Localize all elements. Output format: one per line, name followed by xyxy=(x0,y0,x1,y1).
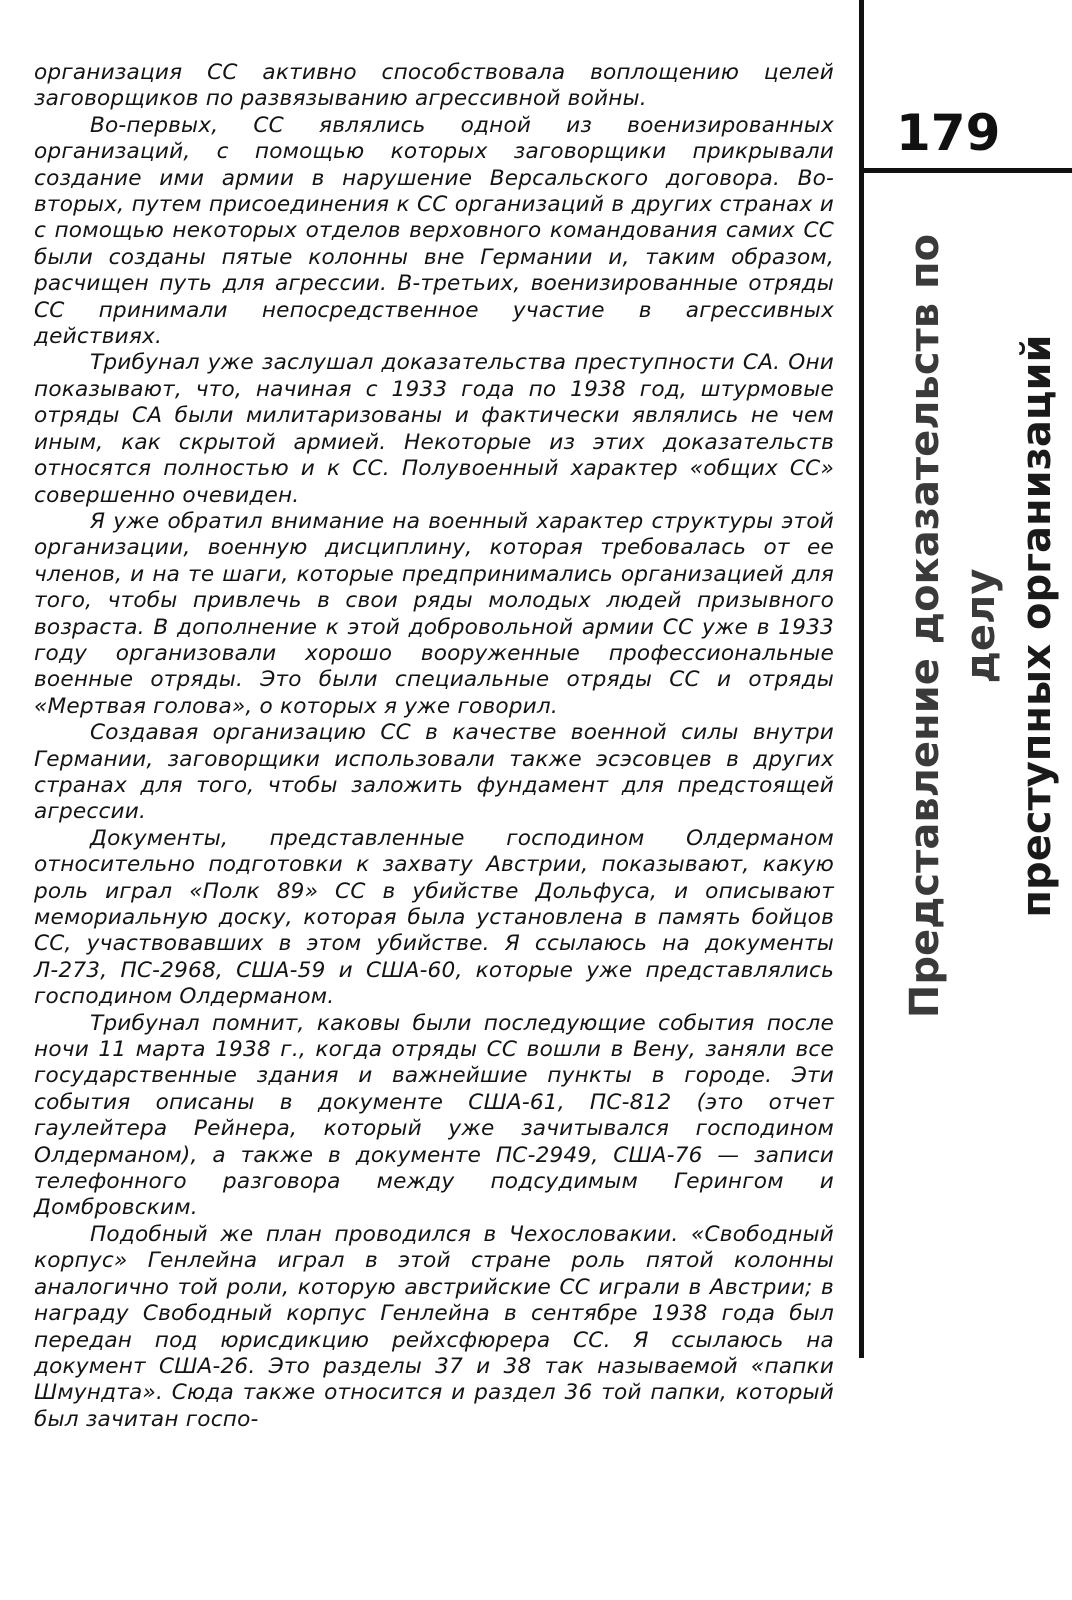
paragraph-2: Во-первых, СС являлись одной из военизированных организаций, с помощью которых заговорщики прикрывали создание ими армии в нарушение Версальского договора. Во-вторых, путем присоединения к СС организаций в других странах и с помощью некоторых отделов верховного командования самих СС были созданы пятые колонны вне Германии и, таким образом, расчищен путь для агрессии. В-третьих, военизированные отряды СС принимали непосредственное участие в агрессивных действиях. xyxy=(34,112,834,350)
paragraph-6: Документы, представленные господином Олдерманом относительно подготовки к захвату Австрии, показывают, какую роль играл «Полк 89» СС в убийстве Дольфуса, и описывают мемориальную доску, которая была установлена в память бойцов СС, участвовавших в этом убийстве. Я ссылаюсь на документы Л-273, ПС-2968, США-59 и США-60, которые уже представлялись господином Олдерманом. xyxy=(34,825,834,1010)
paragraph-4: Я уже обратил внимание на военный характер структуры этой организации, военную дисциплину, которая требовалась от ее членов, и на те шаги, которые предпринимались организацией для того, чтобы привлечь в свои ряды молодых людей призывного возраста. В дополнение к этой добровольной армии СС уже в 1933 году организовали хорошо вооруженные профессиональные военные отряды. Это были специальные отряды СС и отряды «Мертвая голова», о которых я уже говорил. xyxy=(34,508,834,719)
running-title-line-1: Представление доказательств по делу xyxy=(902,233,1004,1019)
body-text xyxy=(34,60,834,1433)
paragraph-7: Трибунал помнит, каковы были последующие события после ночи 11 марта 1938 г., когда отряды СС вошли в Вену, заняли все государственные здания и важнейшие пункты в городе. Эти события описаны в документе США-61, ПС-812 (это отчет гаулейтера Рейнера, который уже зачитывался господином Олдерманом), а также в документе ПС-2949, США-76 — записи телефонного разговора между подсудимым Герингом и Домбровским. xyxy=(34,1010,834,1221)
page-number: 179 xyxy=(896,104,1001,162)
page-number-rule xyxy=(862,168,1072,173)
paragraph-3: Трибунал уже заслушал доказательства преступности СА. Они показывают, что, начиная с 1933 года по 1938 год, штурмовые отряды СА были милитаризованы и фактически являлись не чем иным, как скрытой армией. Некоторые из этих доказательств относятся полностью и к СС. Полувоенный характер «общих СС» совершенно очевиден. xyxy=(34,350,834,508)
paragraph-8: Подобный же план проводился в Чехословакии. «Свободный корпус» Генлейна играл в этой стране роль пятой колонны аналогично той роли, которую австрийские СС играли в Австрии; в награду Свободный корпус Генлейна в сентябре 1938 года был передан под юрисдикцию рейхсфюрера СС. Я ссылаюсь на документ США-26. Это разделы 37 и 38 так называемой «папки Шмундта». Сюда также относится и раздел 36 той папки, который был зачитан госпо- xyxy=(34,1221,834,1432)
paragraph-1: организация СС активно способствовала воплощению целей заговорщиков по развязыванию агрессивной войны. xyxy=(34,60,834,112)
running-title-line-2: преступных организаций xyxy=(1014,334,1060,918)
paragraph-5: Создавая организацию СС в качестве военной силы внутри Германии, заговорщики использовали также эсэсовцев в других странах для того, чтобы заложить фундамент для предстоящей агрессии. xyxy=(34,720,834,825)
running-title xyxy=(897,176,1060,1076)
vertical-divider xyxy=(859,0,864,1358)
